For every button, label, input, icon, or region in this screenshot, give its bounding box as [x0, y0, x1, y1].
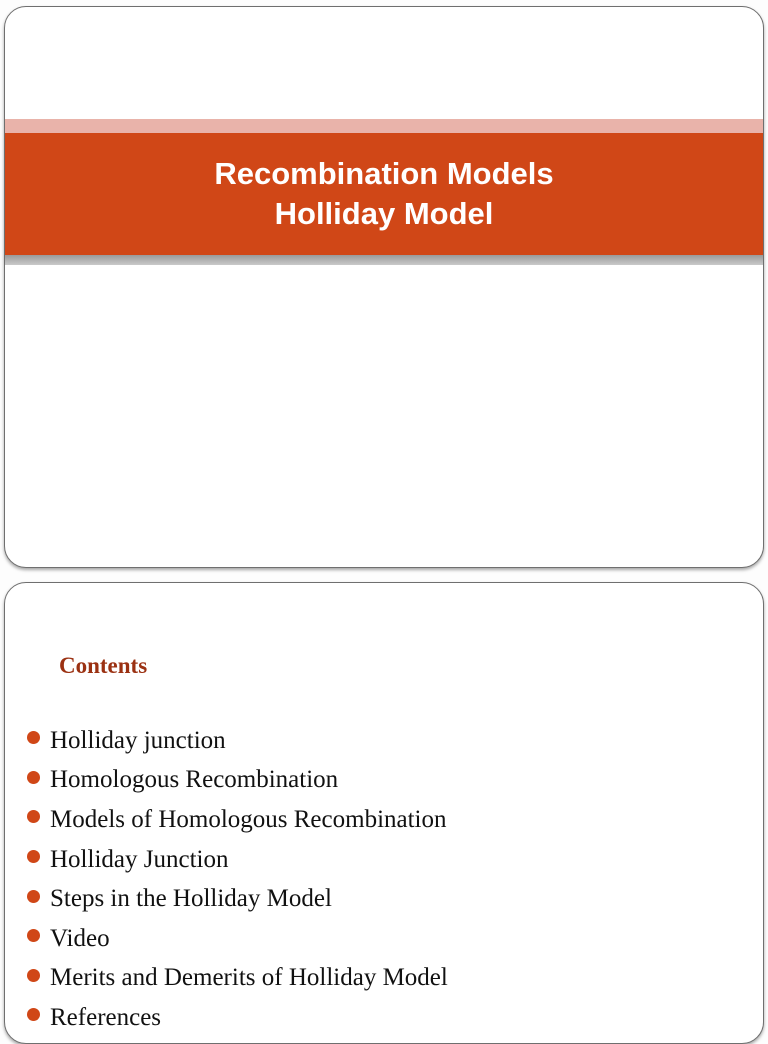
list-item [27, 998, 448, 1038]
title-band [5, 119, 763, 265]
list-item-label: Holliday Junction [50, 845, 229, 873]
list-item [27, 840, 448, 880]
bullet-dot-icon [27, 850, 40, 863]
list-item-label: Homologous Recombination [50, 766, 339, 794]
contents-heading: Contents [59, 653, 148, 678]
bullet-dot-icon [27, 969, 40, 982]
bullet-dot-icon [27, 890, 40, 903]
bullet-dot-icon [27, 731, 40, 744]
bullet-dot-icon [27, 929, 40, 942]
list-item [27, 919, 448, 959]
list-item-label: Holliday junction [50, 726, 226, 754]
slide-title-line-2: Holliday Model [274, 196, 494, 231]
list-item-label: Models of Homologous Recombination [50, 805, 447, 833]
list-item [27, 800, 448, 840]
bullet-dot-icon [27, 771, 40, 784]
title-slide [4, 6, 764, 568]
slide-title-line-1: Recombination Models [214, 156, 554, 191]
slide-title [5, 133, 763, 255]
bullet-dot-icon [27, 810, 40, 823]
list-item [27, 879, 448, 919]
band-top-stripe [5, 119, 763, 133]
list-item-label: Video [50, 924, 110, 952]
list-item-label: References [50, 1003, 162, 1031]
contents-list [27, 721, 448, 1038]
list-item [27, 959, 448, 999]
list-item [27, 721, 448, 761]
bullet-dot-icon [27, 1008, 40, 1021]
contents-slide [4, 582, 764, 1044]
list-item-label: Steps in the Holliday Model [50, 885, 332, 913]
band-bottom-shadow [5, 255, 763, 265]
list-item-label: Merits and Demerits of Holliday Model [50, 964, 448, 992]
list-item [27, 761, 448, 801]
